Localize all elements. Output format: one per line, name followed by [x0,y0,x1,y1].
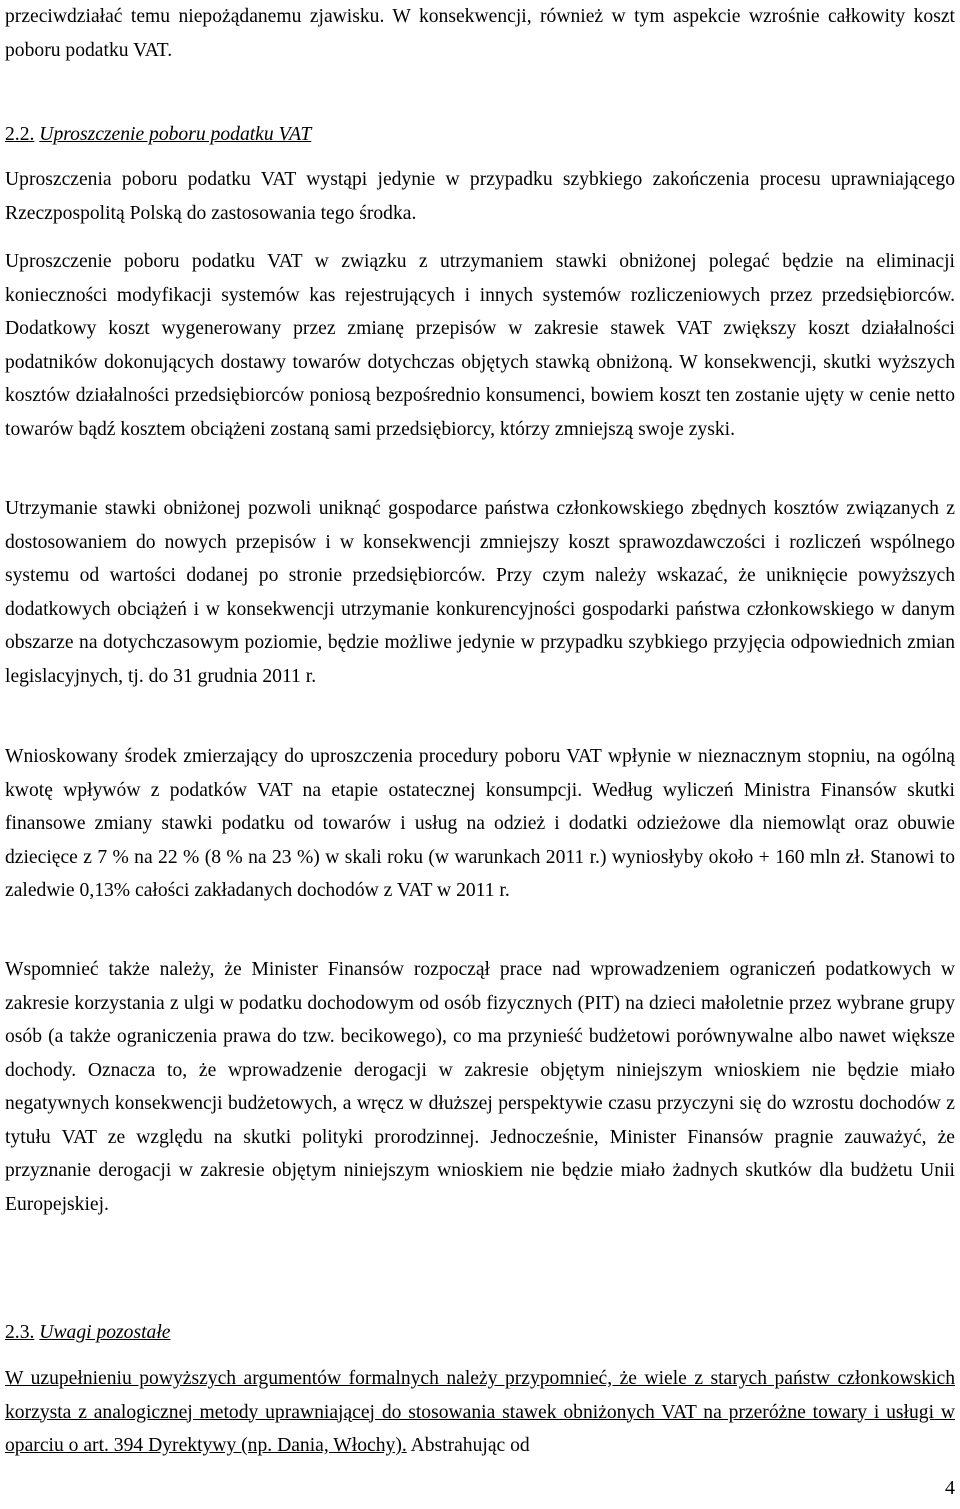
paragraph: Uproszczenia poboru podatku VAT wystąpi jedynie w przypadku szybkiego zakończenia procesu uprawniającego Rzeczpospolitą Polską do zastosowania tego środka. [5,169,955,224]
paragraph: Wnioskowany środek zmierzający do uproszczenia procedury poboru VAT wpłynie w nieznacznym stopniu, na ogólną kwotę wpływów z podatków VAT na etapie ostatecznej konsumpcji. Według wyliczeń Ministra Finansów skutki finansowe zmiany stawki podatku od towarów i usług na odzież i dodatki odzieżowe dla niemowląt oraz obuwie dziecięce z 7 % na 22 % (8 % na 23 %) w skali roku (w warunkach 2011 r.) wyniosłyby około + 160 mln zł. Stanowi to zaledwie 0,13% całości zakładanych dochodów z VAT w 2011 r. [5,746,955,901]
paragraph: Utrzymanie stawki obniżonej pozwoli uniknąć gospodarce państwa członkowskiego zbędnych kosztów związanych z dostosowaniem do nowych przepisów i w konsekwencji zmniejszy koszt sprawozdawczości i rozliczeń wspólnego systemu od wartości dodanej po stronie przedsiębiorców. Przy czym należy wskazać, że uniknięcie powyższych dodatkowych obciążeń i w konsekwencji utrzymanie konkurencyjności gospodarki państwa członkowskiego w danym obszarze na dotychczasowym poziomie, będzie możliwe jedynie w przypadku szybkiego przyjęcia odpowiednich zmian legislacyjnych, tj. do 31 grudnia 2011 r. [5,498,955,687]
intro-paragraph: przeciwdziałać temu niepożądanemu zjawisku. W konsekwencji, również w tym aspekcie wzrośnie całkowity koszt poboru podatku VAT. [5,6,955,61]
section-2-3-heading [5,1316,955,1350]
paragraph [5,1362,955,1463]
section-2-2-heading [5,118,955,152]
page-number: 4 [945,1477,955,1499]
underlined-text: W uzupełnieniu powyższych argumentów formalnych należy przypomnieć, że wiele z starych państw członkowskich korzysta z analogicznej metody uprawniającej do stosowania stawek obniżonych VAT na przeróżne towary i usługi w oparciu o art. 394 Dyrektywy (np. Dania, Włochy). [5,1368,955,1456]
section-title: Uproszczenie poboru podatku VAT [39,124,312,145]
section-number: 2.2. [5,124,35,145]
section-title: Uwagi pozostałe [39,1322,171,1343]
section-number: 2.3. [5,1322,35,1343]
paragraph-tail: Abstrahując od [406,1435,530,1456]
paragraph: Wspomnieć także należy, że Minister Finansów rozpoczął prace nad wprowadzeniem ograniczeń podatkowych w zakresie korzystania z ulgi w podatku dochodowym od osób fizycznych (PIT) na dzieci małoletnie przez wybrane grupy osób (a także ograniczenia prawa do tzw. becikowego), co ma przynieść budżetowi porównywalne albo nawet większe dochody. Oznacza to, że wprowadzenie derogacji w zakresie objętym niniejszym wnioskiem nie będzie miało negatywnych konsekwencji budżetowych, a wręcz w dłuższej perspektywie czasu przyczyni się do wzrostu dochodów z tytułu VAT ze względu na skutki polityki prorodzinnej. Jednocześnie, Minister Finansów pragnie zauważyć, że przyznanie derogacji w zakresie objętym niniejszym wnioskiem nie będzie miało żadnych skutków dla budżetu Unii Europejskiej. [5,959,955,1215]
paragraph: Uproszczenie poboru podatku VAT w związku z utrzymaniem stawki obniżonej polegać będzie na eliminacji konieczności modyfikacji systemów kas rejestrujących i innych systemów rozliczeniowych przez przedsiębiorców. Dodatkowy koszt wygenerowany przez zmianę przepisów w zakresie stawek VAT zwiększy koszt działalności podatników dokonujących dostawy towarów dotychczas objętych stawką obniżoną. W konsekwencji, skutki wyższych kosztów działalności przedsiębiorców poniosą bezpośrednio konsumenci, bowiem koszt ten zostanie ujęty w cenie netto towarów bądź kosztem obciążeni zostaną sami przedsiębiorcy, którzy zmniejszą swoje zyski. [5,251,955,440]
